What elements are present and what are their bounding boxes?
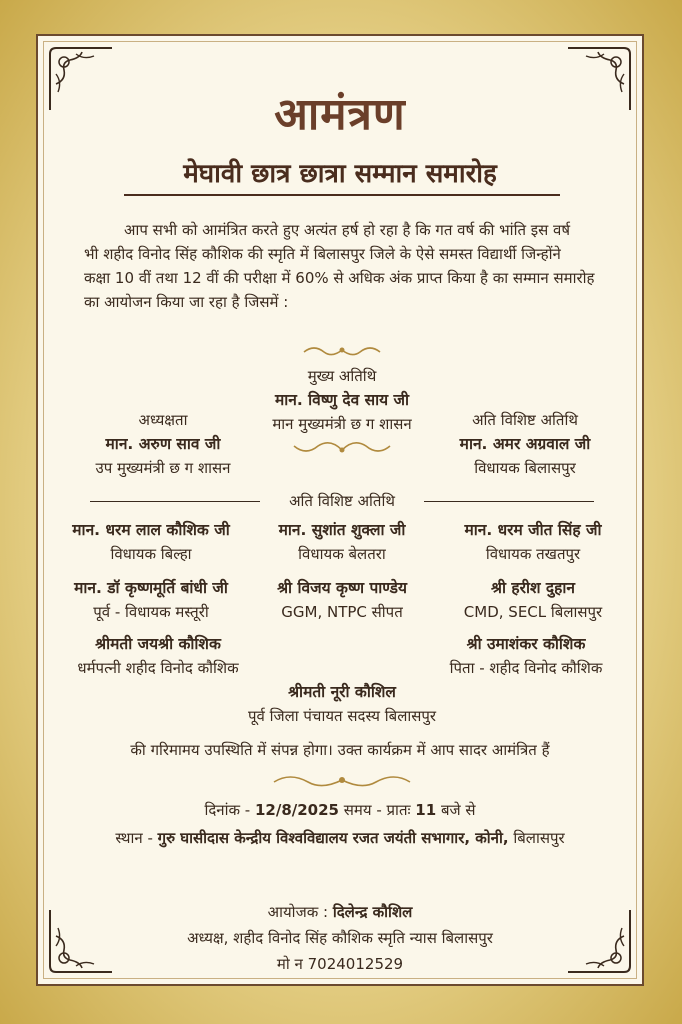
- chief-guest-role: मुख्य अतिथि: [307, 367, 377, 385]
- guest-post: पिता - शहीद विनोद कौशिक: [449, 659, 603, 677]
- guest-card: [247, 518, 437, 566]
- flourish-ornament-top: [302, 342, 382, 360]
- guest-card: [192, 680, 492, 728]
- organizer-line: [38, 902, 642, 922]
- date-value: 12/8/2025: [254, 801, 339, 819]
- guest-name: श्री उमाशंकर कौशिक: [466, 635, 586, 653]
- intro-paragraph: [84, 218, 614, 314]
- special-guest-role: अति विशिष्ट अतिथि: [472, 411, 578, 429]
- guest-post: विधायक तखतपुर: [485, 545, 581, 563]
- time-label: समय - प्रातः: [339, 801, 416, 819]
- guest-name: मान. डॉ कृष्णमूर्ति बांधी जी: [74, 579, 228, 597]
- flourish-ornament-divider: [272, 770, 412, 792]
- guest-card: [56, 576, 246, 624]
- intro-line-1: आप सभी को आमंत्रित करते हुए अत्यंत हर्ष हो रहा है कि गत वर्ष की भांति इस वर्ष: [124, 221, 571, 239]
- guest-post: विधायक बेलतरा: [298, 545, 386, 563]
- guest-name: मान. धरम लाल कौशिक जी: [72, 521, 230, 539]
- time-value: 11: [415, 801, 437, 819]
- venue-city: बिलासपुर: [508, 829, 565, 847]
- guest-card: [438, 518, 628, 566]
- guest-card: [48, 632, 268, 680]
- date-time-line: [38, 800, 642, 820]
- venue-value: गुरु घासीदास केन्द्रीय विश्वविद्यालय रजत जयंती सभागार, कोनी,: [157, 829, 509, 847]
- chief-guest-block: [242, 364, 442, 436]
- guest-card: [247, 576, 437, 624]
- special-guest-block: [430, 408, 620, 480]
- invitation-title: आमंत्रण: [274, 89, 406, 140]
- guest-post: विधायक बिल्हा: [110, 545, 192, 563]
- special-guest-post: विधायक बिलासपुर: [474, 459, 576, 477]
- intro-line-4: का आयोजन किया जा रहा है जिसमें :: [84, 293, 289, 311]
- guest-name: श्रीमती जयश्री कौशिक: [95, 635, 221, 653]
- guests-divider: [90, 490, 594, 512]
- guest-name: श्रीमती नूरी कौशिल: [288, 683, 396, 701]
- president-role: अध्यक्षता: [138, 411, 188, 429]
- organizer-label: आयोजक :: [267, 903, 333, 921]
- chief-guest-post: मान मुख्यमंत्री छ ग शासन: [272, 415, 412, 433]
- organizer-name: दिलेन्द्र कौशिल: [332, 903, 413, 921]
- guest-name: मान. सुशांत शुक्ला जी: [278, 521, 406, 539]
- flourish-ornament-bottom: [292, 438, 392, 458]
- guest-card: [438, 576, 628, 624]
- president-name: मान. अरुण साव जी: [105, 435, 221, 453]
- presence-line: की गरिमामय उपस्थिति में संपन्न होगा। उक्त कार्यक्रम में आप सादर आमंत्रित हैं: [130, 741, 550, 759]
- venue-label: स्थान -: [115, 829, 158, 847]
- date-label: दिनांक -: [204, 801, 255, 819]
- time-suffix: बजे से: [436, 801, 476, 819]
- chief-guest-name: मान. विष्णु देव साय जी: [274, 391, 410, 409]
- guest-post: धर्मपत्नी शहीद विनोद कौशिक: [77, 659, 239, 677]
- guest-name: मान. धरम जीत सिंह जी: [464, 521, 602, 539]
- guest-card: [416, 632, 636, 680]
- guest-card: [56, 518, 246, 566]
- guests-heading: अति विशिष्ट अतिथि: [281, 492, 403, 510]
- intro-line-3: कक्षा 10 वीं तथा 12 वीं की परीक्षा में 60% से अधिक अंक प्राप्त किया है का सम्मान समारोह: [84, 269, 595, 287]
- organizer-post: अध्यक्ष, शहीद विनोद सिंह कौशिक स्मृति न्यास बिलासपुर: [187, 929, 493, 947]
- guest-name: श्री विजय कृष्ण पाण्डेय: [277, 579, 407, 597]
- event-subtitle: मेघावी छात्र छात्रा सम्मान समारोह: [183, 159, 497, 189]
- subtitle-underline: [124, 194, 560, 196]
- intro-line-2: भी शहीद विनोद सिंह कौशिक की स्मृति में बिलासपुर जिले के ऐसे समस्त विद्यार्थी जिन्होंने: [84, 245, 561, 263]
- president-post: उप मुख्यमंत्री छ ग शासन: [95, 459, 231, 477]
- venue-line: [38, 828, 642, 848]
- guest-name: श्री हरीश दुहान: [491, 579, 575, 597]
- invitation-card: [36, 34, 644, 986]
- guest-post: GGM, NTPC सीपत: [281, 603, 403, 621]
- guest-post: पूर्व जिला पंचायत सदस्य बिलासपुर: [247, 707, 437, 725]
- guest-post: पूर्व - विधायक मस्तूरी: [93, 603, 209, 621]
- guest-post: CMD, SECL बिलासपुर: [463, 603, 603, 621]
- president-block: [68, 408, 258, 480]
- special-guest-name: मान. अमर अग्रवाल जी: [459, 435, 591, 453]
- organizer-phone: मो न 7024012529: [276, 955, 404, 973]
